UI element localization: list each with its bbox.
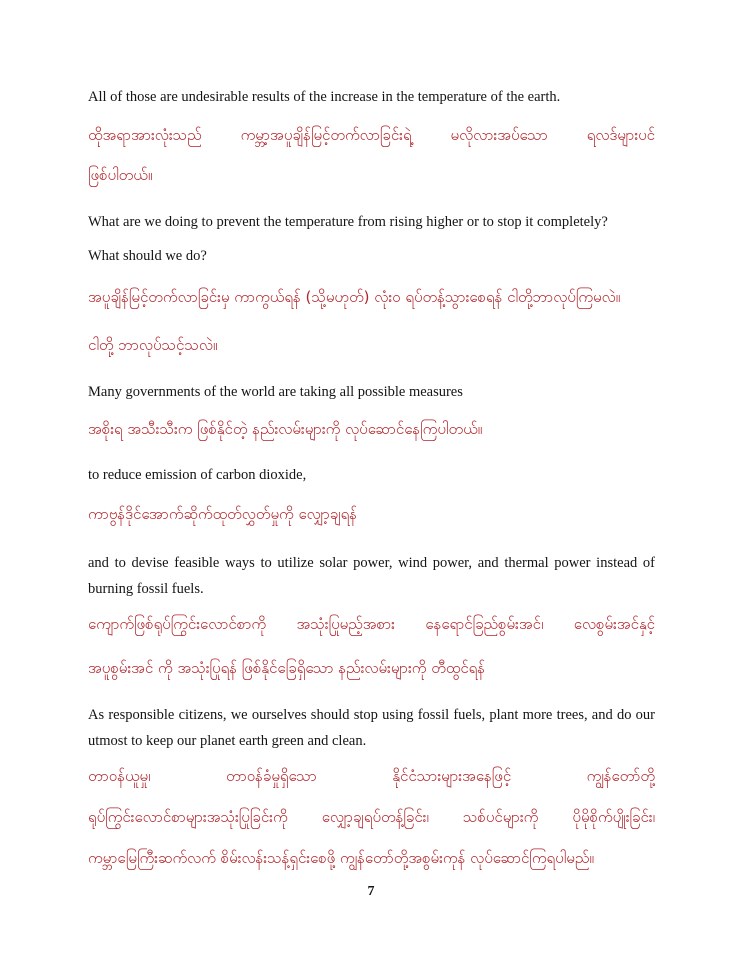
- page-number: 7: [367, 884, 375, 899]
- english-paragraph: All of those are undesirable results of the increase in the temperature of the earth.: [88, 89, 561, 105]
- burmese-line: ရုပ်ကြွင်းလောင်စာများအသုံးပြုခြင်းကို လျှော့ချရပ်တန့်ခြင်း၊ သစ်ပင်များကို ပိုမိုစိုက်ပျိုးခြင်း၊: [88, 808, 655, 826]
- english-paragraph: As responsible citizens, we ourselves should stop using fossil fuels, plant more trees, and do our utmost to keep our planet earth green and clean.: [88, 707, 655, 749]
- english-paragraph: and to devise feasible ways to utilize solar power, wind power, and thermal power instead of burning fossil fuels.: [88, 555, 655, 597]
- burmese-line: အပူချိန်မြင့်တက်လာခြင်းမှ ကာကွယ်ရန် (သို့မဟုတ်) လုံးဝ ရပ်တန့်သွားစေရန် ငါတို့ဘာလုပ်ကြမလဲ။: [88, 288, 621, 306]
- burmese-line: အစိုးရ အသီးသီးက ဖြစ်နိုင်တဲ့ နည်းလမ်းများကို လုပ်ဆောင်နေကြပါတယ်။: [88, 420, 483, 438]
- english-paragraph: Many governments of the world are taking all possible measures: [88, 384, 463, 400]
- english-paragraph: to reduce emission of carbon dioxide,: [88, 467, 307, 483]
- burmese-line: ကျောက်ဖြစ်ရုပ်ကြွင်းလောင်စာကို အသုံးပြုမည့်အစား နေရောင်ခြည်စွမ်းအင်၊ လေစွမ်းအင်နှင့်: [88, 615, 655, 633]
- burmese-line: ဖြစ်ပါတယ်။: [88, 166, 153, 184]
- burmese-line: ကာဗွန်ဒိုင်အောက်ဆိုက်ထုတ်လွှတ်မှုကို လျှော့ချရန်: [88, 505, 357, 523]
- english-paragraph: What should we do?: [88, 248, 207, 264]
- burmese-line: ထိုအရာအားလုံးသည် ကမ္ဘာ့အပူချိန်မြင့်တက်လာခြင်းရဲ့ မလိုလားအပ်သော ရလဒ်များပင်: [88, 126, 655, 144]
- burmese-line: တာဝန်ယူမှု၊ တာဝန်ခံမှုရှိသော နိုင်ငံသားများအနေဖြင့် ကျွန်တော်တို့: [88, 767, 655, 785]
- burmese-line: အပူစွမ်းအင် ကို အသုံးပြုရန် ဖြစ်နိုင်ခြေရှိသော နည်းလမ်းများကို တီထွင်ရန်: [88, 659, 486, 677]
- burmese-line: ငါတို့ ဘာလုပ်သင့်သလဲ။: [88, 336, 218, 354]
- english-paragraph: What are we doing to prevent the temperature from rising higher or to stop it completely?: [88, 214, 608, 230]
- burmese-line: ကမ္ဘာမြေကြီးဆက်လက် စိမ်းလန်းသန့်ရှင်းစေဖို့ ကျွန်တော်တို့အစွမ်းကုန် လုပ်ဆောင်ကြရပါမည်။: [88, 849, 594, 867]
